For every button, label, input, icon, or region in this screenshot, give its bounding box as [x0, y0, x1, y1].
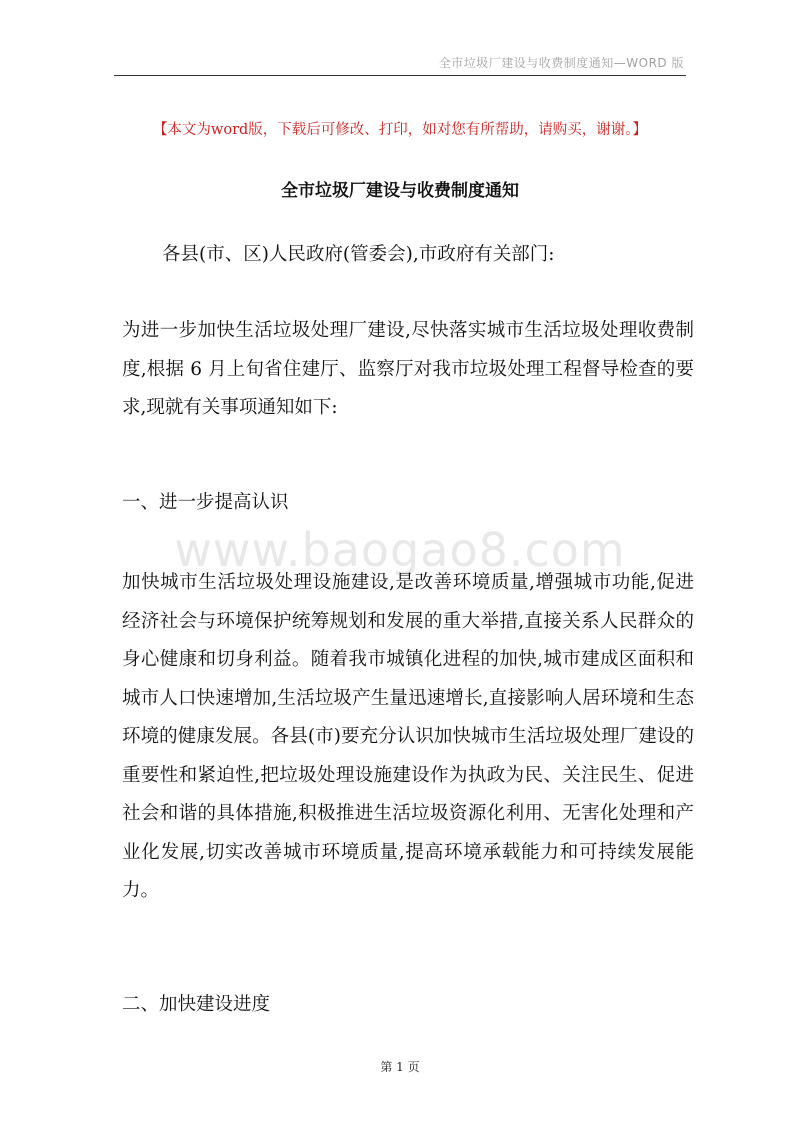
intro-paragraph: 为进一步加快生活垃圾处理厂建设,尽快落实城市生活垃圾处理收费制度,根据 6 月上旬省住建厅、监察厅对我市垃圾处理工程督导检查的要求,现就有关事项通知如下:	[122, 320, 694, 418]
document-title: 全市垃圾厂建设与收费制度通知	[281, 181, 519, 201]
watermark: www.baogao8.com	[174, 523, 626, 577]
purchase-notice: 【本文为word版，下载后可修改、打印，如对您有所帮助，请购买，谢谢。】	[152, 122, 648, 138]
section-heading-1: 一、进一步提高认识	[122, 492, 289, 513]
section-1-paragraph: 加快城市生活垃圾处理设施建设,是改善环境质量,增强城市功能,促进经济社会与环境保护统筹规划和发展的重大举措,直接关系人民群众的身心健康和切身利益。随着我市城镇化进程的加快,城市建成区面积和城市人口快速增加,生活垃圾产生量迅速增长,直接影响人居环境和生态环境的健康发展。各县(市)要充分认识加快城市生活垃圾处理厂建设的重要性和紧迫性,把垃圾处理设施建设作为执政为民、关注民生、促进社会和谐的具体措施,积极推进生活垃圾资源化利用、无害化处理和产业化发展,切实改善城市环境质量,提高环境承载能力和可持续发展能力。	[122, 572, 694, 901]
running-header: 全市垃圾厂建设与收费制度通知—WORD 版	[438, 56, 684, 70]
section-heading-2: 二、加快建设进度	[122, 994, 271, 1015]
salutation: 各县(市、区)人民政府(管委会),市政府有关部门:	[162, 244, 555, 265]
header-divider	[114, 75, 686, 76]
page-number: 第 1 页	[380, 1060, 420, 1074]
